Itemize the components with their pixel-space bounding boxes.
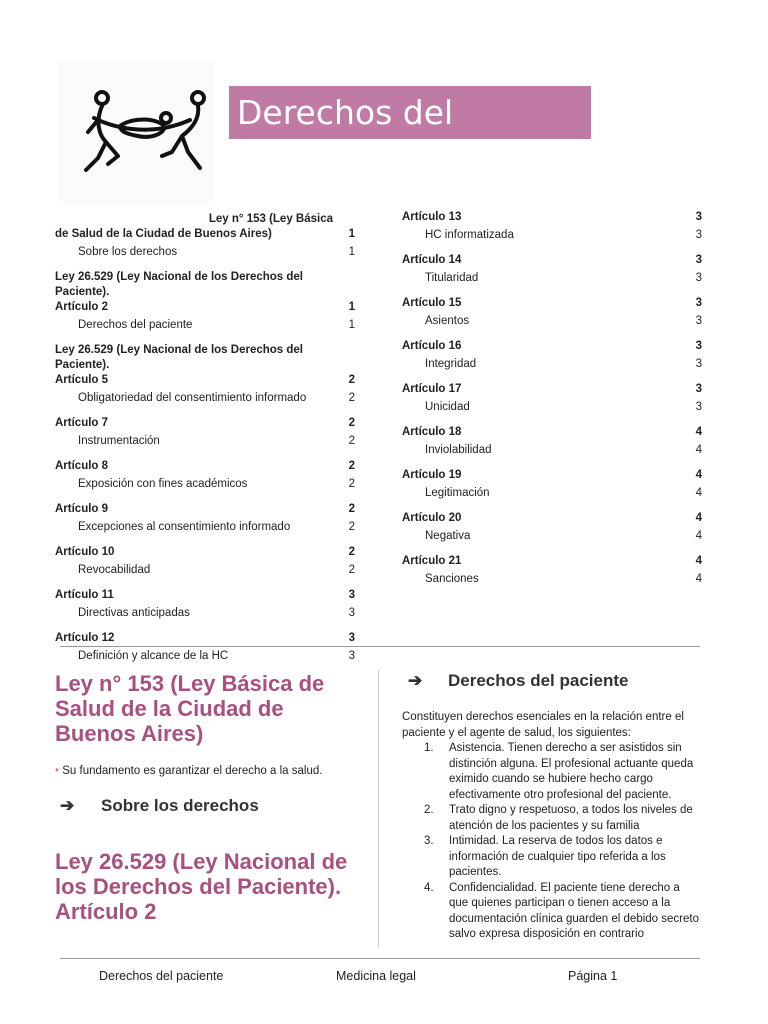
toc-page-number: 2: [348, 417, 355, 429]
rights-intro: Constituyen derechos esenciales en la relación entre el paciente y el agente de salud, los siguientes:: [402, 711, 684, 739]
toc-page-number: 2: [348, 521, 355, 533]
toc-page-number: 1: [348, 246, 355, 258]
subheading-sobre-los-derechos: [60, 796, 360, 818]
rights-list-item: [402, 881, 702, 943]
toc-page-number: 3: [348, 607, 355, 619]
toc-entry-title: Artículo 11: [55, 589, 114, 601]
toc-page-number: 4: [695, 555, 702, 567]
toc-page-number: 2: [348, 503, 355, 515]
toc-entry-title: Artículo 13: [402, 211, 462, 223]
toc-entry-sub: [402, 228, 702, 243]
toc-entry-heading: [55, 631, 355, 646]
footer-left: Derechos del paciente: [99, 969, 224, 983]
subheading-derechos-del-paciente: [408, 671, 708, 693]
toc-entry-heading: [55, 502, 355, 517]
toc-entry-sub: [402, 572, 702, 587]
bullet-marker: •: [55, 765, 60, 777]
toc-entry-title: Titularidad: [425, 272, 479, 284]
toc-entry-sub: [55, 606, 355, 621]
toc-entry-sub: [55, 245, 355, 260]
toc-page-number: 2: [348, 435, 355, 447]
toc-entry-title: Artículo 5: [55, 374, 109, 386]
toc-page-number: 3: [695, 315, 702, 327]
toc-page-number: 1: [348, 319, 355, 331]
toc-entry-title: Artículo 20: [402, 512, 462, 524]
toc-page-number: 3: [695, 254, 702, 266]
toc-entry-title: Ley 26.529 (Ley Nacional de los Derechos del Paciente).: [55, 271, 303, 298]
toc-entry-heading: [402, 296, 702, 311]
toc-entry-heading: [55, 416, 355, 431]
rights-list-item: [402, 803, 702, 834]
toc-entry-sub: [55, 391, 355, 406]
toc-page-number: 2: [348, 478, 355, 490]
toc-page-number: 3: [695, 401, 702, 413]
toc-entry-sub: [402, 314, 702, 329]
toc-entry-sub: [402, 529, 702, 544]
toc-entry-sub: [402, 271, 702, 286]
rights-item-number: 1.: [424, 742, 434, 754]
toc-entry-title: Directivas anticipadas: [78, 607, 190, 619]
toc-page-number: 3: [695, 340, 702, 352]
toc-entry-heading-cont: [55, 300, 355, 315]
toc-entry-title: Integridad: [425, 358, 477, 370]
toc-page-number: 2: [348, 564, 355, 576]
toc-page-number: 1: [348, 228, 355, 240]
toc-page-number: 4: [695, 444, 702, 456]
toc-entry-heading: [402, 511, 702, 526]
toc-entry-title: Ley 26.529 (Ley Nacional de los Derechos del Paciente).: [55, 344, 303, 371]
toc-entry-title: Artículo 19: [402, 469, 462, 481]
toc-entry-sub: [55, 649, 355, 664]
toc-entry-title: Artículo 9: [55, 503, 109, 515]
toc-entry-title: Definición y alcance de la HC: [78, 650, 229, 662]
rights-item-text: Trato digno y respetuoso, a todos los niveles de atención de los pacientes y su familia: [449, 804, 693, 832]
toc-entry-title: HC informatizada: [425, 229, 514, 241]
toc-entry-title: Excepciones al consentimiento informado: [78, 521, 291, 533]
toc-entry-heading: [55, 588, 355, 603]
toc-entry-title: Exposición con fines académicos: [78, 478, 248, 490]
toc-page-number: 2: [348, 460, 355, 472]
toc-entry-title: Artículo 21: [402, 555, 462, 567]
toc-entry-title: Asientos: [425, 315, 470, 327]
toc-page-number: 4: [695, 530, 702, 542]
toc-entry-heading: [55, 545, 355, 560]
toc-entry-title: Inviolabilidad: [425, 444, 492, 456]
toc-page-number: 2: [348, 392, 355, 404]
toc-entry-heading-cont: [55, 373, 355, 388]
rights-item-text: Intimidad. La reserva de todos los datos e información de cualquier tipo referida a los pacientes.: [449, 835, 666, 878]
toc-entry-title: Artículo 12: [55, 632, 115, 644]
logo: [58, 60, 214, 206]
toc-entry-title: Unicidad: [425, 401, 470, 413]
toc-entry-title: Obligatoriedad del consentimiento informado: [78, 392, 307, 404]
toc-page-number: 4: [695, 512, 702, 524]
footer-page: Página 1: [568, 969, 618, 983]
bullet-text: Su fundamento es garantizar el derecho a la salud.: [62, 765, 323, 777]
toc-entry-sub: [55, 434, 355, 449]
toc-entry-title: Artículo 18: [402, 426, 462, 438]
toc-entry-title: Artículo 2: [55, 301, 109, 313]
column-divider: [378, 670, 379, 948]
toc-page-number: 3: [695, 383, 702, 395]
arrow-right-icon: ➔: [408, 671, 423, 690]
toc-entry-sub: [402, 357, 702, 372]
heading-ley-26529: Ley 26.529 (Ley Nacional de los Derechos del Paciente). Artículo 2: [55, 849, 348, 924]
rights-list: [402, 741, 702, 943]
toc-page-number: 4: [695, 573, 702, 585]
toc-page-number: 3: [695, 211, 702, 223]
toc-entry-sub: [55, 563, 355, 578]
toc-entry-heading: [402, 210, 702, 225]
toc-entry-heading: [55, 212, 355, 227]
rights-list-item: [402, 834, 702, 881]
toc-entry-heading: [55, 270, 355, 300]
toc-entry-sub: [55, 318, 355, 333]
toc-entry-title: Sanciones: [425, 573, 479, 585]
table-of-contents-left: [55, 212, 355, 664]
toc-entry-title: Instrumentación: [78, 435, 160, 447]
section-divider: [60, 646, 700, 647]
toc-page-number: 3: [695, 229, 702, 241]
rights-item-number: 2.: [424, 804, 434, 816]
toc-entry-heading: [402, 382, 702, 397]
table-of-contents-right: [402, 210, 702, 587]
bullet-item: [55, 764, 355, 780]
toc-entry-sub: [55, 520, 355, 535]
toc-entry-title: Artículo 7: [55, 417, 109, 429]
toc-entry-title: Artículo 8: [55, 460, 109, 472]
toc-page-number: 3: [695, 297, 702, 309]
toc-entry-title: Derechos del paciente: [78, 319, 193, 331]
toc-entry-sub: [402, 443, 702, 458]
rights-item-number: 4.: [424, 881, 434, 894]
page-title: Derechos del paciente: [229, 86, 591, 139]
toc-entry-heading: [402, 468, 702, 483]
toc-entry-title: Artículo 15: [402, 297, 462, 309]
toc-entry-sub: [402, 486, 702, 501]
toc-entry-title: Artículo 14: [402, 254, 462, 266]
footer-center: Medicina legal: [336, 969, 416, 983]
toc-page-number: 1: [348, 301, 355, 313]
toc-entry-sub: [55, 477, 355, 492]
toc-entry-heading: [55, 459, 355, 474]
toc-page-number: 3: [348, 589, 355, 601]
toc-entry-heading: [402, 339, 702, 354]
toc-page-number: 3: [695, 358, 702, 370]
toc-entry-title: Artículo 10: [55, 546, 115, 558]
toc-entry-heading: [402, 253, 702, 268]
toc-page-number: 4: [695, 426, 702, 438]
toc-entry-sub: [402, 400, 702, 415]
toc-entry-title: Revocabilidad: [78, 564, 151, 576]
toc-entry-title: Negativa: [425, 530, 471, 542]
toc-entry-title: Sobre los derechos: [78, 246, 178, 258]
rights-item-text: Asistencia. Tienen derecho a ser asistidos sin distinción alguna. El profesional actuante queda eximido cuando se hubiere hecho cargo efectivamente otro profesional del paciente.: [449, 742, 694, 801]
toc-entry-heading: [402, 425, 702, 440]
rights-item-number: 3.: [424, 835, 434, 847]
toc-page-number: 3: [695, 272, 702, 284]
toc-page-number: 2: [348, 546, 355, 558]
toc-entry-title: Ley n° 153 (Ley Básica: [208, 213, 333, 225]
rights-section: [402, 710, 702, 943]
heading-ley-153: Ley n° 153 (Ley Básica de Salud de la Ciudad de Buenos Aires): [55, 671, 325, 746]
toc-entry-heading-cont: [55, 227, 355, 242]
toc-page-number: 3: [348, 650, 355, 662]
subheading-text: Sobre los derechos: [101, 796, 259, 815]
footer-divider: [60, 958, 700, 959]
subheading-text: Derechos del paciente: [448, 671, 629, 690]
toc-entry-title: Artículo 17: [402, 383, 462, 395]
toc-entry-title: de Salud de la Ciudad de Buenos Aires): [55, 228, 272, 240]
rights-item-text: Confidencialidad. El paciente tiene derecho a que quienes participan o tienen acceso a la documentación clínica guarden el debido secreto salvo expresa disposición en contrario: [449, 881, 699, 940]
arrow-right-icon: ➔: [60, 796, 75, 815]
toc-entry-heading: [55, 343, 355, 373]
toc-entry-title: Legitimación: [425, 487, 490, 499]
toc-entry-heading: [402, 554, 702, 569]
toc-page-number: 3: [348, 632, 355, 644]
toc-entry-title: Artículo 16: [402, 340, 462, 352]
toc-page-number: 4: [695, 469, 702, 481]
toc-page-number: 2: [348, 374, 355, 386]
rights-list-item: [402, 741, 702, 803]
toc-page-number: 4: [695, 487, 702, 499]
stretcher-carriers-icon: [58, 60, 214, 206]
